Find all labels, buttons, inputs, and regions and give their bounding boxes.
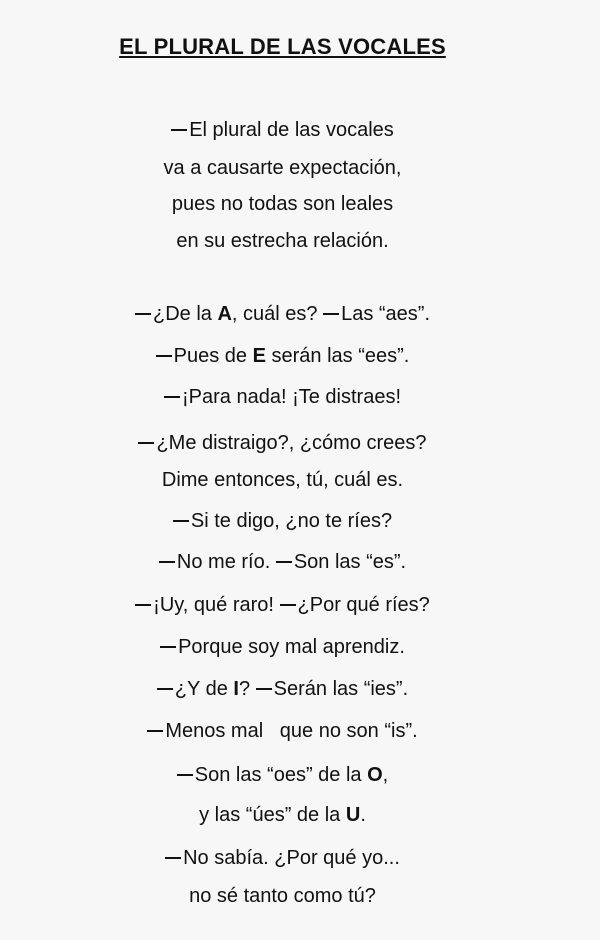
line-text: ¿Por qué ríes?	[297, 594, 430, 616]
line-text: Pues de	[173, 345, 253, 367]
dialogue-dash	[164, 396, 180, 398]
vowel-letter: I	[233, 678, 239, 700]
line-text: El plural de las vocales	[189, 119, 394, 141]
line-text: .	[360, 804, 366, 826]
line-text: ?	[238, 678, 256, 700]
dialogue-line	[0, 550, 565, 574]
vowel-letter: O	[367, 764, 383, 786]
line-text: Son las “es”.	[293, 551, 407, 573]
poem-title: EL PLURAL DE LAS VOCALES	[119, 34, 446, 59]
dialogue-line	[0, 431, 565, 455]
line-text: ¡Para nada! ¡Te distraes!	[182, 386, 401, 408]
dialogue-dash	[173, 520, 189, 522]
dialogue-dash	[256, 688, 272, 690]
dialogue-dash	[171, 129, 187, 131]
dialogue-dash	[156, 355, 172, 357]
vowel-letter: E	[252, 345, 266, 367]
dialogue-line: Dime entonces, tú, cuál es.	[161, 469, 404, 491]
dialogue-dash	[138, 442, 154, 444]
line-text: Porque soy mal aprendiz.	[178, 636, 405, 658]
stanza-line: en su estrecha relación.	[176, 230, 389, 252]
dialogue-line	[0, 719, 565, 743]
line-text: Son las “oes” de la	[194, 764, 368, 786]
dialogue-dash	[165, 857, 181, 859]
stanza-line: pues no todas son leales	[171, 193, 394, 215]
dialogue-dash	[135, 313, 151, 315]
dialogue-line	[0, 302, 565, 326]
dialogue-line	[0, 509, 565, 533]
dialogue-line	[0, 385, 565, 409]
dialogue-line	[0, 635, 565, 659]
line-text: ¿De la	[152, 303, 218, 325]
line-text: ,	[382, 764, 389, 786]
line-text: serán las “ees”.	[265, 345, 410, 367]
dialogue-dash	[159, 561, 175, 563]
line-text: Serán las “ies”.	[273, 678, 409, 700]
line-text: Las “aes”.	[341, 303, 431, 325]
dialogue-dash	[280, 604, 296, 606]
dialogue-line	[0, 593, 565, 617]
dialogue-line	[0, 344, 565, 368]
stanza-line: va a causarte expectación,	[163, 157, 402, 179]
line-text: No me río.	[176, 551, 276, 573]
dialogue-dash	[276, 561, 292, 563]
line-text: ¡Uy, qué raro!	[153, 594, 280, 616]
dialogue-dash	[135, 604, 151, 606]
line-text: ¿Me distraigo?, ¿cómo crees?	[156, 432, 427, 454]
dialogue-dash	[177, 774, 193, 776]
dialogue-line	[0, 677, 565, 701]
dialogue-dash	[147, 730, 163, 732]
dialogue-line	[0, 763, 565, 787]
dialogue-line: no sé tanto como tú?	[189, 885, 376, 907]
dialogue-line	[0, 803, 565, 827]
line-text: y las “úes” de la	[199, 804, 346, 826]
vowel-letter: U	[345, 804, 361, 826]
line-text: Menos mal que no son “is”.	[165, 720, 418, 742]
line-text: , cuál es?	[231, 303, 324, 325]
dialogue-dash	[160, 646, 176, 648]
dialogue-line	[0, 846, 565, 870]
stanza-line	[0, 118, 565, 142]
line-text: Si te digo, ¿no te ríes?	[190, 510, 393, 532]
dialogue-dash	[157, 688, 173, 690]
line-text: No sabía. ¿Por qué yo...	[183, 847, 400, 869]
dialogue-dash	[323, 313, 339, 315]
vowel-letter: A	[217, 303, 232, 325]
line-text: ¿Y de	[174, 678, 234, 700]
